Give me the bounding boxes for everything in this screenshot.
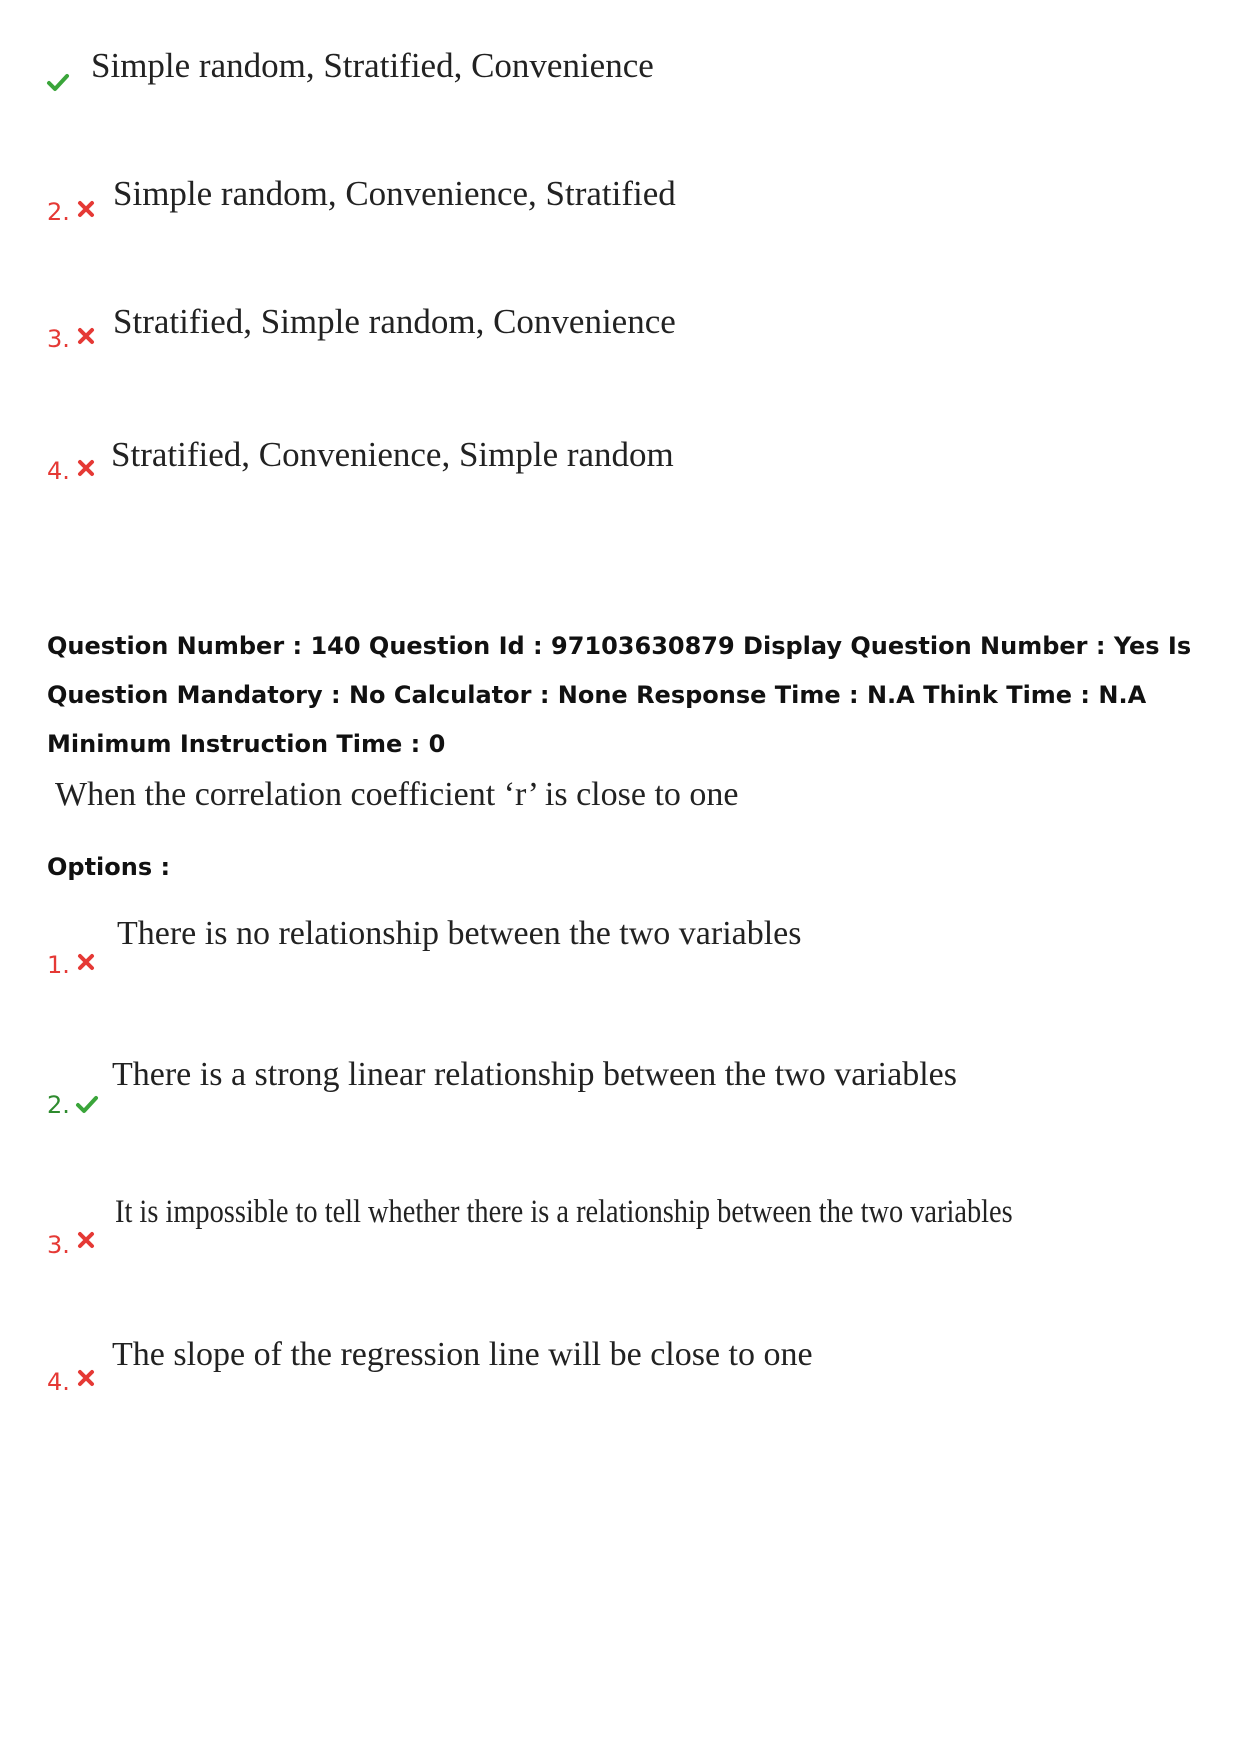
option-text: Stratified, Simple random, Convenience bbox=[113, 302, 676, 341]
option-number: 2. bbox=[47, 1091, 70, 1119]
check-icon bbox=[75, 1092, 99, 1116]
option-text: It is impossible to tell whether there is a relationship between the two variables bbox=[115, 1194, 1013, 1230]
cross-icon bbox=[77, 1369, 95, 1387]
question-meta: Question Number : 140 Question Id : 97103630879 Display Question Number : Yes Is Question Mandatory : No Calculator : None Response Time : N.A Think Time : N.A Minimum Instruction Time : 0 bbox=[47, 632, 1192, 758]
check-icon bbox=[46, 70, 70, 94]
prev-option-4 bbox=[0, 435, 1240, 500]
option-text: The slope of the regression line will be close to one bbox=[112, 1336, 813, 1373]
option-text: Simple random, Convenience, Stratified bbox=[113, 174, 676, 213]
option-text: There is a strong linear relationship between the two variables bbox=[112, 1056, 957, 1093]
options-label: Options : bbox=[47, 853, 171, 881]
option-number: 4. bbox=[47, 457, 70, 485]
cross-icon bbox=[77, 1231, 95, 1249]
option-number: 1. bbox=[47, 951, 70, 979]
prev-option-2 bbox=[0, 174, 1240, 240]
cross-icon bbox=[77, 459, 95, 477]
option-text: Simple random, Stratified, Convenience bbox=[91, 46, 654, 85]
cross-icon bbox=[77, 953, 95, 971]
option-4 bbox=[0, 1336, 1240, 1416]
cross-icon bbox=[77, 327, 95, 345]
prev-option-1 bbox=[0, 40, 1240, 100]
option-number: 2. bbox=[47, 198, 70, 226]
cross-icon bbox=[77, 200, 95, 218]
option-2 bbox=[0, 1056, 1240, 1135]
option-number: 3. bbox=[47, 1231, 70, 1259]
prev-option-3 bbox=[0, 302, 1240, 368]
option-number: 4. bbox=[47, 1368, 70, 1396]
question-text: When the correlation coefficient ‘r’ is close to one bbox=[55, 776, 739, 813]
option-1 bbox=[0, 915, 1240, 995]
option-3 bbox=[0, 1194, 1240, 1279]
option-text: Stratified, Convenience, Simple random bbox=[111, 435, 674, 474]
option-text: There is no relationship between the two variables bbox=[117, 915, 802, 952]
option-number: 3. bbox=[47, 325, 70, 353]
